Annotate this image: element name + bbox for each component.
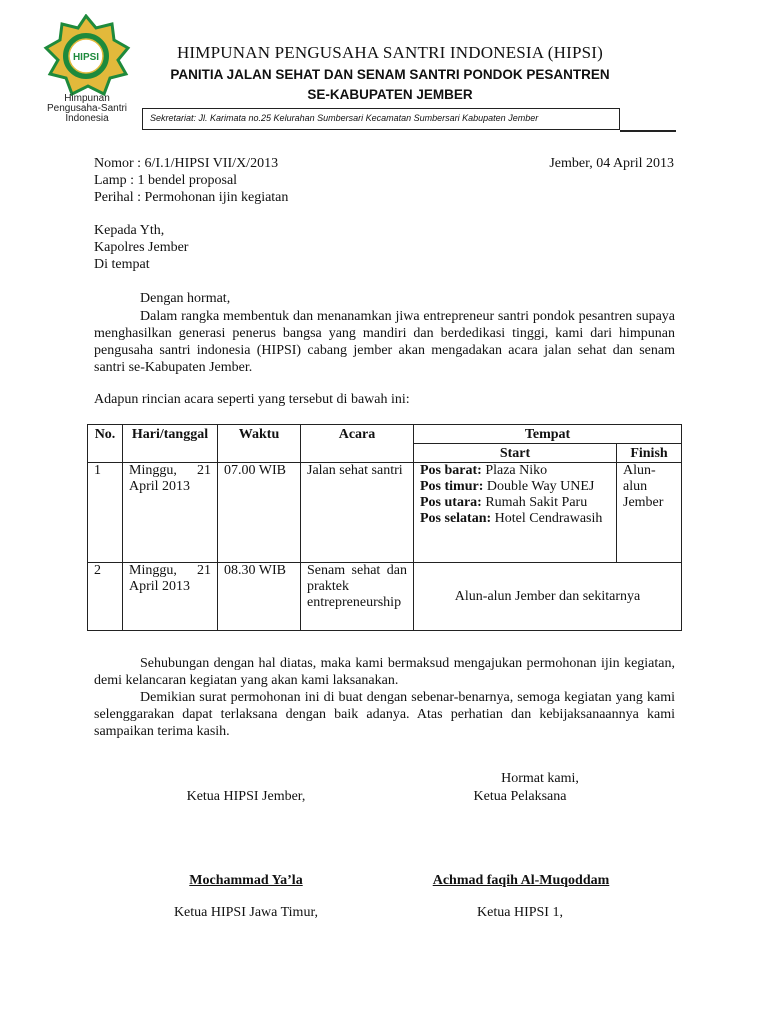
recipient-line: Kepada Yth, [94, 223, 165, 238]
header-event: Acara [301, 425, 414, 463]
left-signatory-title: Ketua HIPSI Jawa Timur, [173, 905, 319, 920]
start-post [420, 463, 610, 479]
logo-text: HIPSI [72, 52, 100, 63]
committee-region: SE-KABUPATEN JEMBER [307, 87, 473, 102]
cell-place: Alun-alun Jember dan sekitarnya [414, 563, 682, 631]
secretariat-address: Sekretariat: Jl. Karimata no.25 Kelurahan Sumbersari Kecamatan Sumbersari Kabupaten Jember [150, 113, 539, 123]
left-signatory-name: Mochammad Ya’la [189, 873, 303, 888]
cell-day-date: Minggu, 21 April 2013 [123, 563, 218, 631]
logo-caption-line: Himpunan [64, 93, 110, 104]
closing-paragraphs [94, 655, 675, 740]
cell-day-date: Minggu, 21 April 2013 [123, 463, 218, 563]
header-no: No. [88, 425, 123, 463]
cell-event: Senam sehat dan praktek entrepreneurship [301, 563, 414, 631]
start-post [420, 511, 610, 527]
closing-paragraph: Demikian surat permohonan ini di buat dengan sebenar-benarnya, semoga kegiatan yang kami selenggarakan dapat terlaksana dengan baik adanya. Atas perhatian dan kebijaksanaannya kami sampaikan terima kasih. [94, 690, 675, 739]
right-signatory-role: Ketua Pelaksana [473, 789, 567, 804]
header-day-date: Hari/tanggal [123, 425, 218, 463]
cell-time: 08.30 WIB [218, 563, 301, 631]
recipient-line: Kapolres Jember [94, 240, 189, 255]
letter-attachment: Lamp : 1 bendel proposal [94, 173, 238, 188]
cell-start [414, 463, 617, 563]
logo-caption-line: Indonesia [65, 113, 109, 124]
organization-title: HIMPUNAN PENGUSAHA SANTRI INDONESIA (HIPSI) [176, 43, 604, 62]
start-post [420, 479, 610, 495]
header-start: Start [414, 444, 617, 463]
post-value: Rumah Sakit Paru [481, 495, 588, 510]
logo-caption [40, 94, 134, 124]
letter-date: Jember, 04 April 2013 [549, 156, 674, 171]
cell-event: Jalan sehat santri [301, 463, 414, 563]
schedule-table [87, 424, 682, 631]
post-value: Double Way UNEJ [483, 479, 595, 494]
cell-time: 07.00 WIB [218, 463, 301, 563]
body-paragraph-text: Dalam rangka membentuk dan menanamkan jiwa entrepreneur santri pondok pesantren supaya menghasilkan generasi penerus bangsa yang mandiri dan berdedikasi tinggi, kami dari himpunan pengusaha santri indonesia (HIPSI) cabang jember akan mengadakan acara jalan sehat dan senam santri se-Kabupaten Jember. [94, 309, 675, 375]
committee-title: PANITIA JALAN SEHAT DAN SENAM SANTRI PONDOK PESANTREN [170, 67, 610, 82]
post-label: Pos barat: [420, 463, 482, 478]
header-time: Waktu [218, 425, 301, 463]
table-row [88, 463, 682, 563]
post-value: Plaza Niko [481, 463, 548, 478]
recipient-line: Di tempat [94, 257, 150, 272]
left-signatory-role: Ketua HIPSI Jember, [186, 789, 306, 804]
table-intro: Adapun rincian acara seperti yang tersebut di bawah ini: [94, 392, 410, 407]
post-label: Pos utara: [420, 495, 482, 510]
header-rule [620, 130, 676, 132]
post-value: Hotel Cendrawasih [491, 511, 603, 526]
right-signatory-name: Achmad faqih Al-Muqoddam [432, 873, 610, 888]
table-row [88, 563, 682, 631]
header-finish: Finish [617, 444, 682, 463]
body-paragraph [94, 308, 675, 376]
right-signatory-title: Ketua HIPSI 1, [477, 905, 563, 920]
header-place: Tempat [414, 425, 682, 444]
cell-no: 1 [88, 463, 123, 563]
letter-number: Nomor : 6/I.1/HIPSI VII/X/2013 [94, 156, 279, 171]
closing-salutation: Hormat kami, [501, 771, 579, 786]
start-post [420, 495, 610, 511]
cell-no: 2 [88, 563, 123, 631]
letter-subject: Perihal : Permohonan ijin kegiatan [94, 190, 289, 205]
logo-caption-line: Pengusaha-Santri [46, 103, 128, 114]
post-label: Pos selatan: [420, 511, 492, 526]
post-label: Pos timur: [420, 479, 484, 494]
table-header-row [88, 425, 682, 444]
closing-paragraph: Sehubungan dengan hal diatas, maka kami bermaksud mengajukan permohonan ijin kegiatan, demi kelancaran kegiatan yang akan kami laksanakan. [94, 656, 675, 688]
greeting: Dengan hormat, [140, 291, 231, 306]
hipsi-logo [38, 14, 134, 98]
cell-finish: Alun-alun Jember [617, 463, 682, 563]
